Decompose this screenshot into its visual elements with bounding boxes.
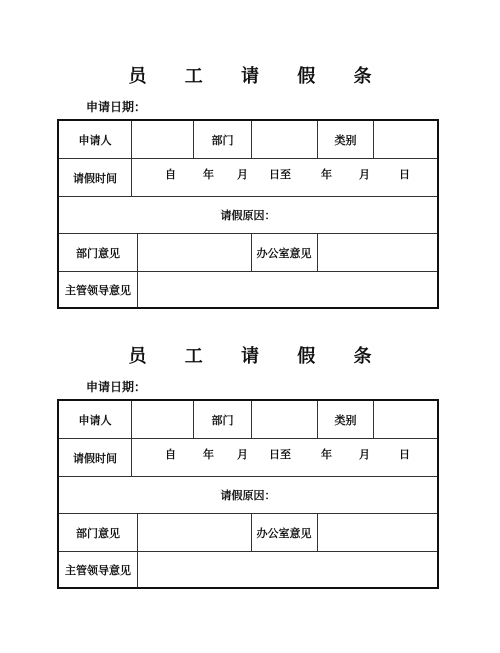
department-field[interactable]: [252, 401, 317, 438]
day-to-text: 日至: [269, 168, 291, 181]
applicant-field[interactable]: [132, 401, 193, 438]
day-text: 日: [399, 448, 410, 461]
month-text: 月: [237, 168, 248, 181]
office-opinion-label: 办公室意见: [256, 526, 312, 540]
category-label: 类别: [334, 133, 357, 147]
leave-time-label: 请假时间: [73, 451, 117, 465]
department-field[interactable]: [252, 121, 317, 158]
form-title: 员 工 请 假 条: [128, 66, 388, 87]
applicant-field[interactable]: [132, 121, 193, 158]
application-date-label: 申请日期：: [86, 100, 147, 114]
category-field[interactable]: [374, 401, 437, 438]
dept-opinion-label: 部门意见: [76, 526, 120, 540]
applicant-label: 申请人: [78, 413, 112, 427]
from-text: 自: [165, 448, 176, 461]
leave-form-table: [57, 399, 439, 589]
category-label: 类别: [334, 413, 357, 427]
dept-opinion-field[interactable]: [138, 234, 251, 271]
col-divider: [131, 158, 132, 196]
year-text: 年: [203, 448, 214, 461]
month-text: 月: [359, 448, 370, 461]
office-opinion-label: 办公室意见: [256, 246, 312, 260]
form-title: 员 工 请 假 条: [128, 346, 388, 367]
dept-opinion-field[interactable]: [138, 514, 251, 551]
year-text: 年: [321, 168, 332, 181]
year-text: 年: [321, 448, 332, 461]
office-opinion-field[interactable]: [318, 234, 437, 271]
leader-opinion-label: 主管领导意见: [65, 283, 131, 297]
leader-opinion-field[interactable]: [138, 272, 437, 307]
dept-opinion-label: 部门意见: [76, 246, 120, 260]
leave-form-table: [57, 119, 439, 309]
department-label: 部门: [211, 413, 234, 427]
col-divider: [131, 438, 132, 476]
month-text: 月: [237, 448, 248, 461]
day-to-text: 日至: [269, 448, 291, 461]
category-field[interactable]: [374, 121, 437, 158]
applicant-label: 申请人: [78, 133, 112, 147]
leader-opinion-label: 主管领导意见: [65, 563, 131, 577]
leave-reason-label: 请假原因：: [220, 489, 276, 502]
department-label: 部门: [211, 133, 234, 147]
leader-opinion-field[interactable]: [138, 552, 437, 587]
from-text: 自: [165, 168, 176, 181]
year-text: 年: [203, 168, 214, 181]
application-date-label: 申请日期：: [86, 380, 147, 394]
leave-time-label: 请假时间: [73, 171, 117, 185]
leave-reason-label: 请假原因：: [220, 209, 276, 222]
office-opinion-field[interactable]: [318, 514, 437, 551]
day-text: 日: [399, 168, 410, 181]
month-text: 月: [359, 168, 370, 181]
